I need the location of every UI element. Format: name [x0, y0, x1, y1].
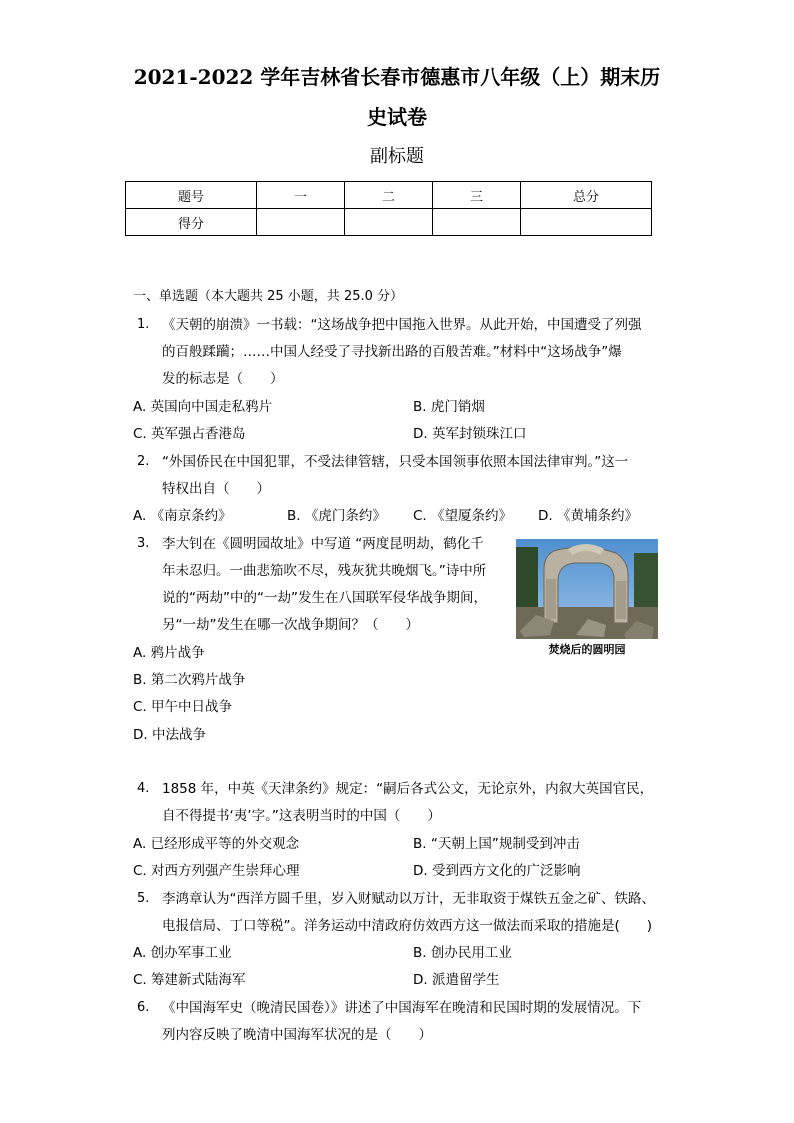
- answer-option: A. 英国向中国走私鸦片: [133, 399, 273, 415]
- question-text-line: 李大钊在《圆明园故址》中写道 “两度昆明劫，鹤化千: [162, 536, 484, 552]
- yuanmingyuan-ruins-photo: [516, 539, 658, 639]
- answer-option: D. 中法战争: [133, 727, 206, 743]
- score-cell: [521, 209, 652, 236]
- question-text-line: 《天朝的崩溃》一书载：“这场战争把中国拖入世界。从此开始，中国遭受了列强: [162, 317, 642, 333]
- question-text-line: 《中国海军史（晚清民国卷）》讲述了中国海军在晚清和民国时期的发展情况。下: [162, 1000, 642, 1016]
- score-cell: [257, 209, 345, 236]
- answer-option: B. “天朝上国”规制受到冲击: [413, 836, 580, 852]
- question-text-line: 自不得提书‘夷’字。”这表明当时的中国（ ）: [162, 808, 441, 824]
- exam-title-line-1: 2021-2022 学年吉林省长春市德惠市八年级（上）期末历: [133, 65, 661, 89]
- question-text-line: 年未忍归。一曲悲笳吹不尽，残灰犹共晚烟飞。”诗中所: [162, 563, 487, 579]
- answer-option: C. 英军强占香港岛: [133, 426, 246, 442]
- score-row-label: 得分: [126, 209, 257, 236]
- section-heading: 一、单选题（本大题共 25 小题，共 25.0 分）: [133, 289, 404, 304]
- score-header-cell: 题号: [126, 182, 257, 209]
- question-text-line: 特权出自（ ）: [162, 481, 270, 497]
- score-table: [125, 181, 652, 236]
- score-header-cell: 二: [345, 182, 433, 209]
- answer-option: B. 创办民用工业: [413, 945, 512, 961]
- exam-title-line-2: 史试卷: [367, 105, 427, 129]
- question-text-line: 的百般蹂躏；……中国人经受了寻找新出路的百般苦难。”材料中“这场战争”爆: [162, 344, 622, 360]
- score-header-cell: 一: [257, 182, 345, 209]
- score-cell: [433, 209, 521, 236]
- answer-option: C. 《望厦条约》: [413, 508, 513, 524]
- photo-caption: 焚烧后的圆明园: [548, 643, 626, 656]
- question-number: 2.: [137, 454, 150, 469]
- answer-option: A. 鸦片战争: [133, 645, 205, 661]
- answer-option: A. 已经形成平等的外交观念: [133, 836, 300, 852]
- question-text-line: 另“一劫”发生在哪一次战争期间？（ ）: [162, 617, 419, 633]
- score-header-cell: 三: [433, 182, 521, 209]
- answer-option: D. 《黄埔条约》: [538, 508, 638, 524]
- answer-option: A. 创办军事工业: [133, 945, 232, 961]
- answer-option: C. 甲午中日战争: [133, 699, 233, 715]
- score-table-score-row: [126, 209, 652, 236]
- score-header-cell: 总分: [521, 182, 652, 209]
- answer-option: D. 受到西方文化的广泛影响: [413, 863, 581, 879]
- question-text-line: 1858 年，中英《天津条约》规定：“嗣后各式公文，无论京外，内叙大英国官民，: [162, 781, 654, 797]
- question-number: 6.: [137, 1000, 150, 1015]
- answer-option: D. 派遣留学生: [413, 972, 500, 988]
- score-cell: [345, 209, 433, 236]
- question-text-line: 电报信局、丁口等税”。洋务运动中清政府仿效西方这一做法而采取的措施是( ): [162, 918, 653, 934]
- question-number: 1.: [137, 317, 150, 332]
- question-text-line: 列内容反映了晚清中国海军状况的是（ ）: [162, 1027, 432, 1043]
- answer-option: B. 虎门销烟: [413, 399, 485, 415]
- score-table-header-row: [126, 182, 652, 209]
- answer-option: B. 第二次鸦片战争: [133, 672, 246, 688]
- answer-option: C. 筹建新式陆海军: [133, 972, 246, 988]
- question-text-line: 说的“两劫”中的“一劫”发生在八国联军侵华战争期间，: [162, 590, 487, 606]
- answer-option: B. 《虎门条约》: [287, 508, 386, 524]
- question-text-line: 李鸿章认为“西洋方圆千里，岁入财赋动以万计，无非取资于煤铁五金之矿、铁路、: [162, 891, 655, 907]
- question-text-line: 发的标志是（ ）: [162, 371, 284, 387]
- question-number: 3.: [137, 536, 150, 551]
- answer-option: D. 英军封锁珠江口: [413, 426, 527, 442]
- answer-option: A. 《南京条约》: [133, 508, 232, 524]
- question-number: 4.: [137, 781, 150, 796]
- exam-subtitle: 副标题: [370, 146, 424, 167]
- answer-option: C. 对西方列强产生崇拜心理: [133, 863, 300, 879]
- question-text-line: “外国侨民在中国犯罪，不受法律管辖，只受本国领事依照本国法律审判。”这一: [162, 454, 629, 470]
- question-number: 5.: [137, 891, 150, 906]
